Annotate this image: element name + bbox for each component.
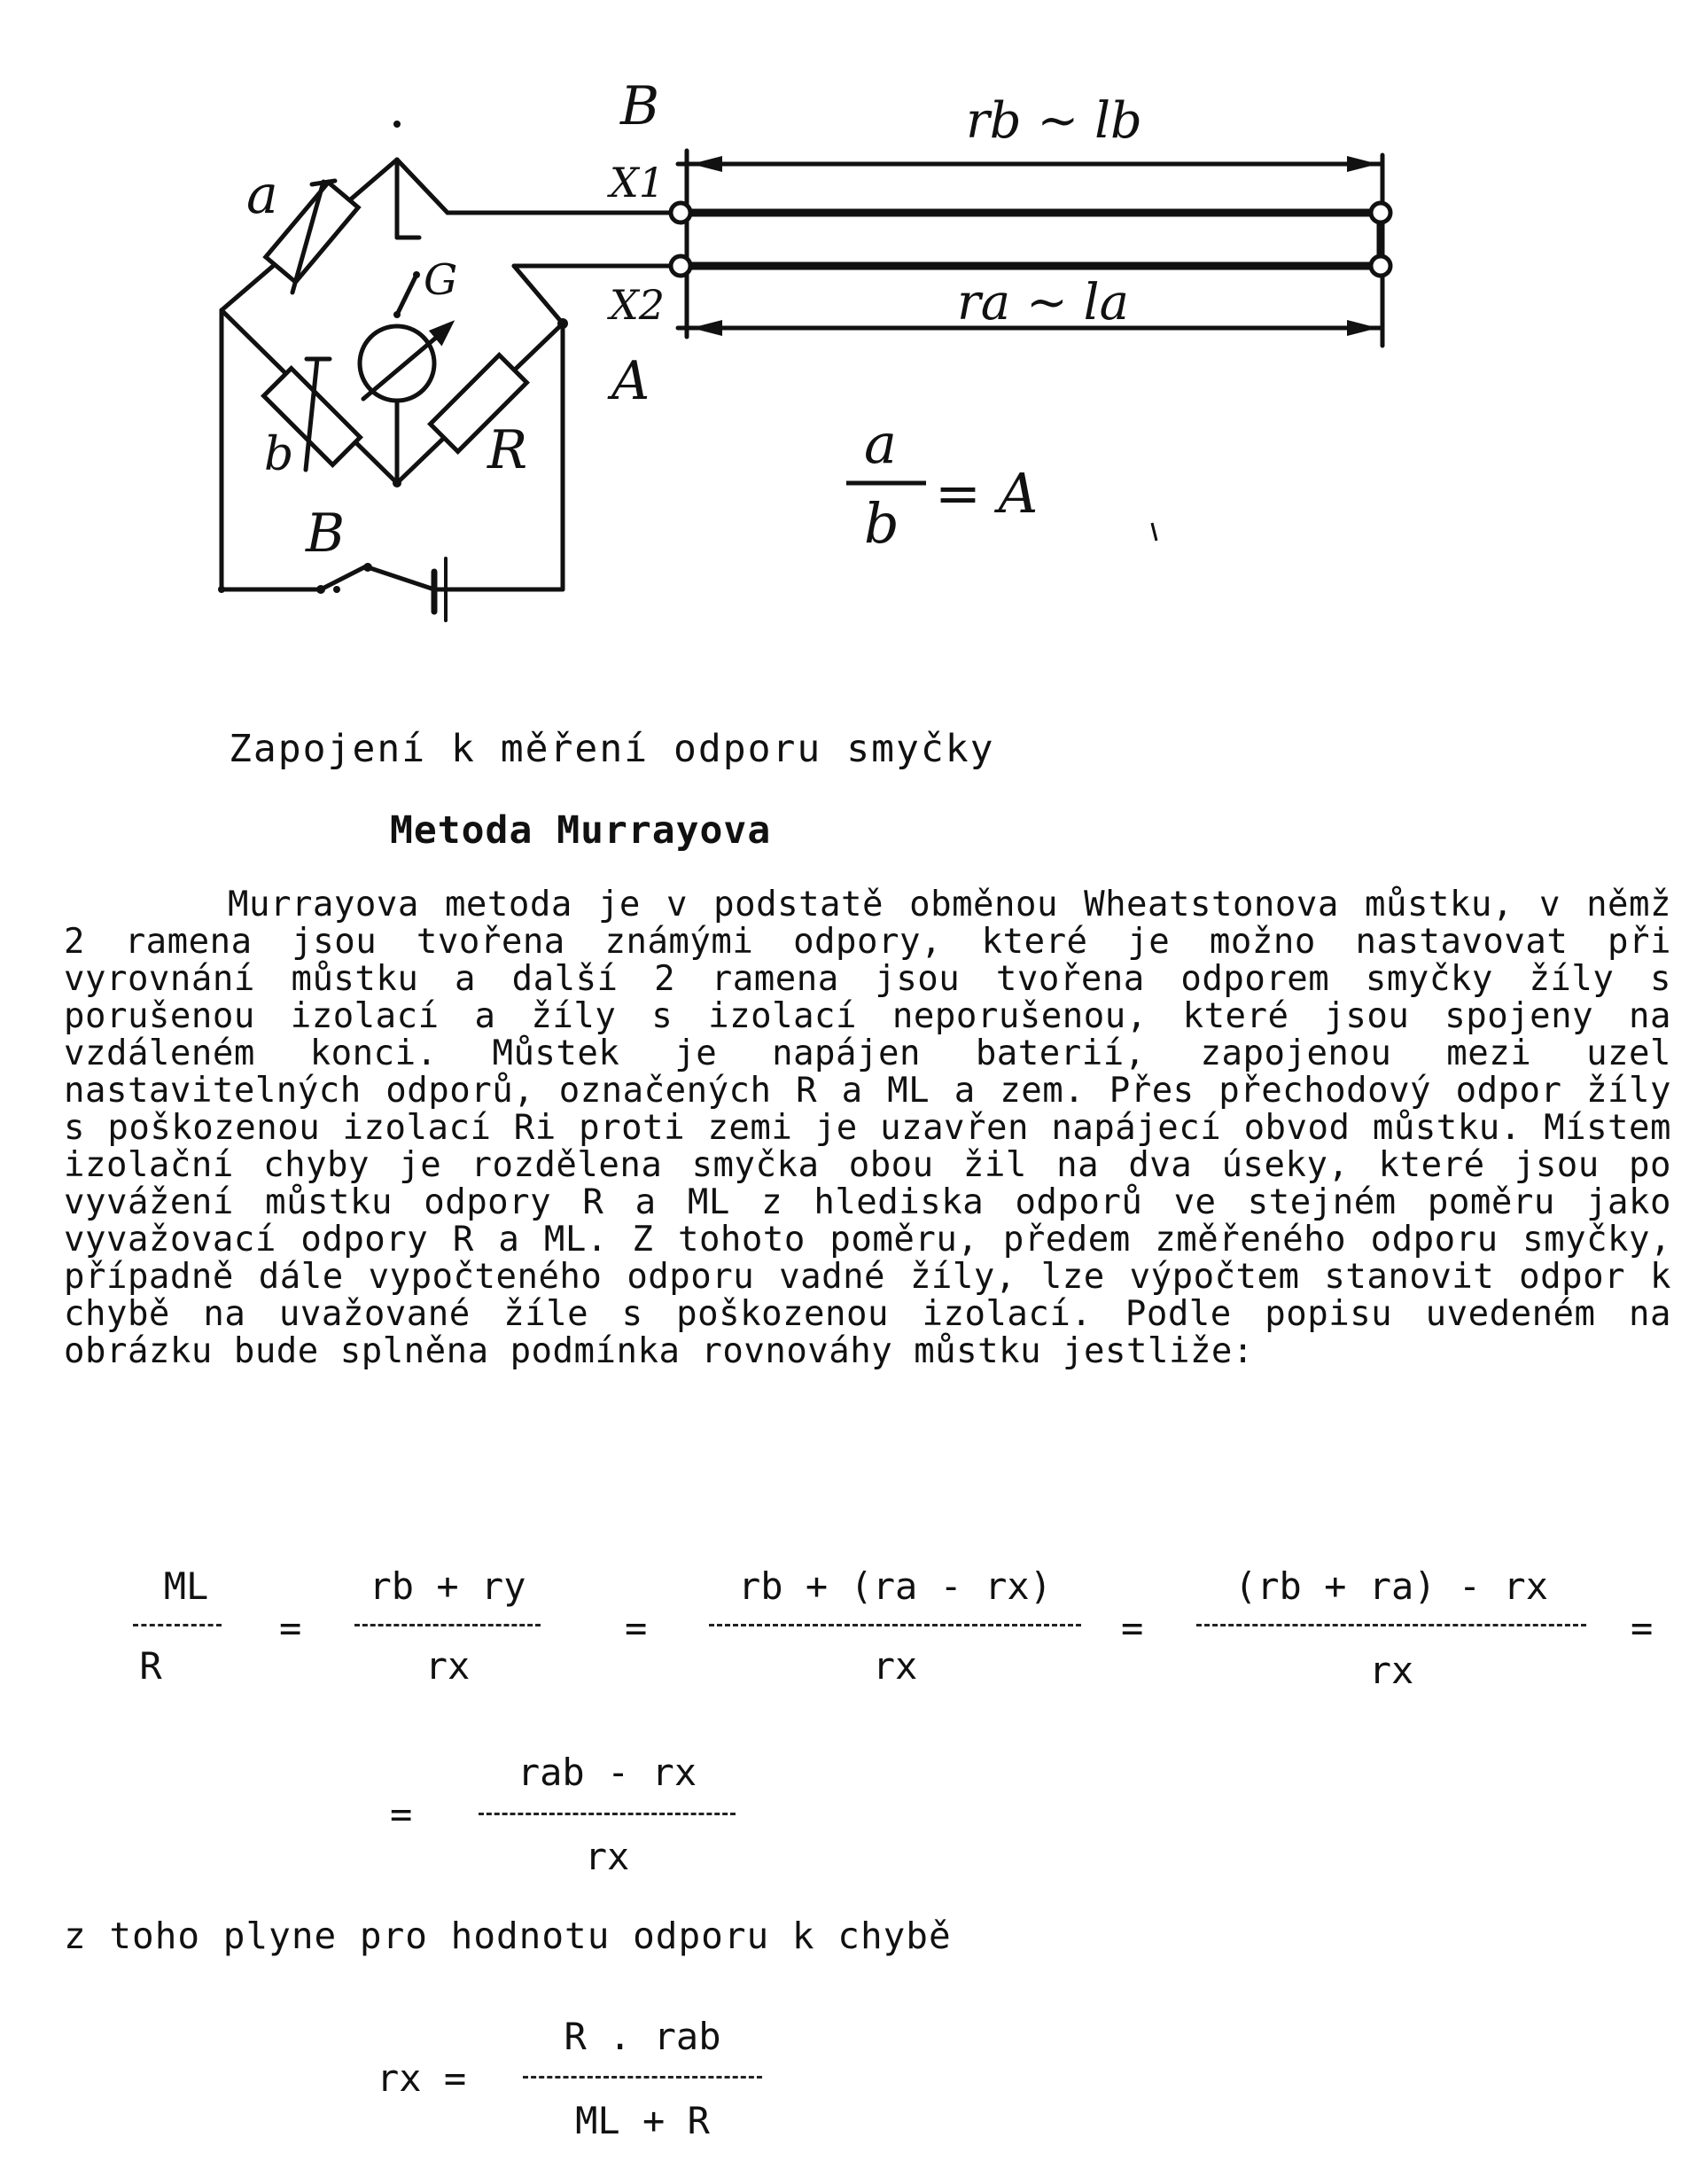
figure-caption: Zapojení k měření odporu smyčky xyxy=(229,727,995,771)
label-terminal-2: X2 xyxy=(610,281,666,329)
eq2-num: rab - rx xyxy=(517,1751,697,1794)
eq3-bar xyxy=(523,2076,762,2079)
paragraph-text: Murrayova metoda je v podstatě obměnou Wheatstonova můstku, v němž 2 ramena jsou tvořena známými odpory, které je možno nastavovat při vyrovnání můstku a další 2 ramena jsou tvořena odporem smyčky žíly s porušenou izolací a žíly s izolací neporušenou, které jsou spojeny na vzdáleném konci. Můstek je napájen baterií, zapojenou mezi uzel nastavitelných odporů, označených R a ML a zem. Přes přechodový odpor žíly s poškozenou izolací Ri proti zemi je uzavřen napájecí obvod můstku. Místem izolační chyby je rozdělena smyčka obou žil na dva úseky, které jsou po vyvážení můstku odpory R a ML z hlediska odporů ve stejném poměru jako vyvažovací odpory R a ML. Z tohoto poměru, předem změřeného odporu smyčky, případně dále vypočteného odporu vadné žíly, lze výpočtem stanovit odpor k chybě na uvažované žíle s poškozenou izolací. Podle popisu uvedeném na obrázku bude splněna podmínka rovnováhy můstku jestliže: xyxy=(64,885,1671,1371)
eq1-frac3-den: rx xyxy=(872,1644,918,1688)
label-ratio-den: b xyxy=(864,491,899,556)
body-paragraph xyxy=(64,886,1671,1370)
label-terminal-1: X1 xyxy=(610,159,666,207)
bridge-circuit-diagram xyxy=(0,0,1705,674)
eq2-equals: = xyxy=(390,1792,413,1836)
eq2-bar xyxy=(479,1813,736,1815)
eq1-frac4-num: (rb + ra) - rx xyxy=(1234,1564,1548,1608)
label-resistor-r: R xyxy=(487,419,528,481)
label-node-top: B xyxy=(620,75,660,137)
eq2-den: rx xyxy=(584,1835,630,1878)
eq1-equals-1: = xyxy=(279,1606,302,1650)
conclusion-text: z toho plyne pro hodnotu odporu k chybě xyxy=(64,1915,952,1957)
eq1-equals-2: = xyxy=(625,1606,648,1650)
eq1-frac2-num: rb + ry xyxy=(369,1564,526,1608)
eq1-equals-3: = xyxy=(1121,1606,1144,1650)
eq1-frac1-num: ML xyxy=(163,1564,209,1608)
label-resistor-b: b xyxy=(264,428,294,481)
label-node-right: A xyxy=(611,350,650,412)
label-galvanometer: G xyxy=(424,255,458,305)
label-loop-a: ra ~ la xyxy=(957,274,1129,332)
eq1-frac1-den: R xyxy=(139,1644,162,1688)
eq1-frac4-bar xyxy=(1196,1624,1586,1626)
eq1-frac2-den: rx xyxy=(424,1644,471,1688)
section-heading: Metoda Murrayova xyxy=(390,808,772,853)
eq1-frac3-num: rb + (ra - rx) xyxy=(737,1564,1052,1608)
eq3-num: R . rab xyxy=(564,2015,721,2058)
label-ratio-rhs: = A xyxy=(935,461,1039,526)
label-battery: B xyxy=(306,503,346,565)
eq1-frac4-den: rx xyxy=(1368,1649,1414,1692)
eq1-frac2-bar xyxy=(354,1624,541,1626)
label-ratio-num: a xyxy=(864,411,897,476)
eq1-equals-4: = xyxy=(1631,1606,1654,1650)
label-loop-b: rb ~ lb xyxy=(966,92,1142,150)
label-resistor-a: a xyxy=(246,164,278,226)
eq3-lhs: rx = xyxy=(377,2056,467,2100)
eq1-frac1-bar xyxy=(133,1624,222,1626)
eq3-den: ML + R xyxy=(575,2099,710,2142)
eq1-frac3-bar xyxy=(709,1624,1081,1626)
